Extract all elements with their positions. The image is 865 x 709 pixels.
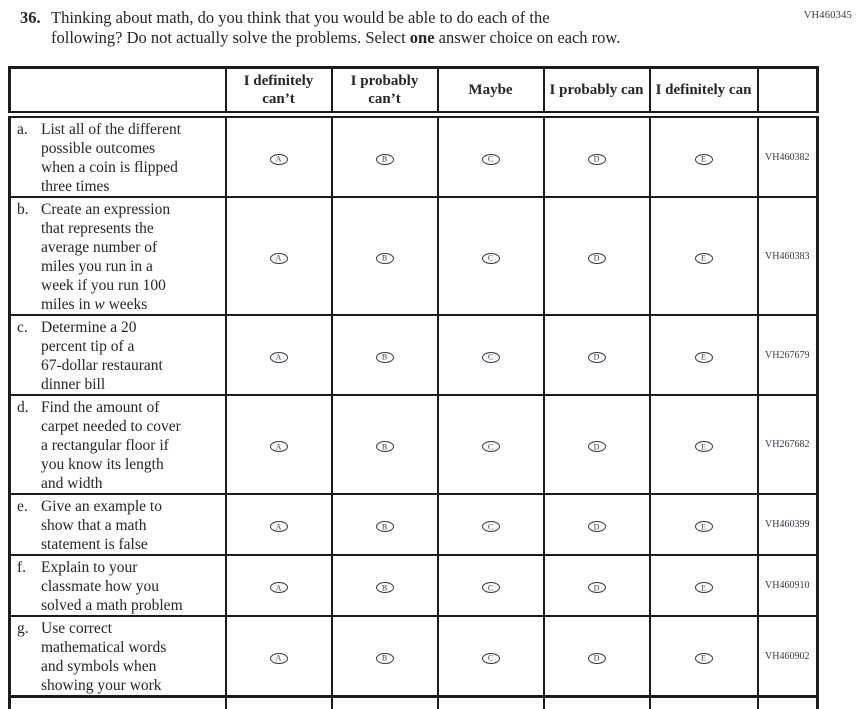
bubble-letter: D [593,442,600,451]
answer-bubble-d[interactable] [588,253,606,264]
answer-bubble-e[interactable] [695,253,713,264]
answer-cell [332,494,438,555]
row-text: Determine a 20 percent tip of a 67-dollar restaurant dinner bill [41,319,163,393]
column-header-definitely-can: I definitely can [650,68,758,115]
item-code: VH267679 [758,315,818,395]
row-question-cell [10,197,226,315]
row-label: b. [17,201,29,218]
row-label: e. [17,498,28,515]
bubble-letter: C [487,442,494,451]
answer-bubble-a[interactable] [270,653,288,664]
answer-bubble-c[interactable] [482,154,500,165]
answer-cell [226,494,332,555]
bubble-letter: D [593,522,600,531]
table-row-e [10,494,818,555]
bubble-letter: A [275,583,282,592]
bubble-letter: D [593,352,600,362]
row-text: Find the amount of carpet needed to cover a rectangular floor if you know its length and width [41,399,181,492]
answer-bubble-c[interactable] [482,653,500,664]
bubble-letter: A [275,522,282,531]
answer-cell [650,555,758,616]
bubble-letter: E [701,653,706,663]
answer-cell [650,616,758,697]
answer-bubble-e[interactable] [695,582,713,593]
bubble-letter: E [701,583,706,592]
answer-cell [544,315,650,395]
answer-cell [438,555,544,616]
row-label: c. [17,319,28,336]
answer-cell [226,395,332,494]
answer-bubble-e[interactable] [695,521,713,532]
answer-cell [226,197,332,315]
answer-bubble-d[interactable] [588,582,606,593]
answer-cell [544,494,650,555]
answer-cell [438,395,544,494]
answer-cell [332,616,438,697]
answer-bubble-c[interactable] [482,441,500,452]
emphasis-one: one [409,27,435,47]
row-question-cell [10,616,226,697]
question-number: 36. [20,8,41,27]
row-text: Give an example to show that a math statement is false [41,498,162,553]
answer-bubble-c[interactable] [482,352,500,363]
answer-cell [226,555,332,616]
answer-cell [650,494,758,555]
bubble-letter: B [381,154,388,164]
survey-table [8,66,819,709]
question-line-1: Thinking about math, do you think that you would be able to do each of the [51,8,550,27]
bubble-letter: A [275,442,282,451]
survey-page [0,8,865,700]
bubble-letter: A [275,352,282,362]
answer-bubble-b[interactable] [376,352,394,363]
row-label: a. [17,121,28,138]
bubble-letter: B [381,522,388,531]
row-question-cell [10,494,226,555]
answer-cell [332,395,438,494]
answer-bubble-a[interactable] [270,352,288,363]
answer-cell [438,315,544,395]
table-row-f [10,555,818,616]
answer-bubble-d[interactable] [588,521,606,532]
question-line-2: following? Do not actually solve the problems. Select one answer choice on each row. [51,27,621,47]
table-row-c [10,315,818,395]
bubble-letter: B [381,253,388,263]
answer-bubble-a[interactable] [270,582,288,593]
answer-bubble-c[interactable] [482,253,500,264]
question-stem [20,8,865,47]
answer-cell [544,115,650,198]
bubble-letter: C [487,522,494,531]
bubble-letter: C [487,352,494,362]
column-header-definitely-cant: I definitely can’t [226,68,332,115]
answer-bubble-b[interactable] [376,653,394,664]
answer-bubble-d[interactable] [588,441,606,452]
answer-cell [544,197,650,315]
bubble-letter: A [275,653,282,663]
row-text: Explain to your classmate how you solved a math problem [41,559,183,614]
bubble-letter: B [381,653,388,663]
answer-cell [544,616,650,697]
answer-cell [650,315,758,395]
bubble-letter: A [275,253,282,263]
answer-cell [438,197,544,315]
answer-bubble-e[interactable] [695,352,713,363]
row-label: f. [17,559,27,576]
answer-bubble-b[interactable] [376,154,394,165]
item-code: VH460383 [758,197,818,315]
bubble-letter: C [487,154,494,164]
item-code: VH460910 [758,555,818,616]
row-question-cell [10,115,226,198]
answer-bubble-e[interactable] [695,154,713,165]
item-code: VH267682 [758,395,818,494]
answer-bubble-b[interactable] [376,253,394,264]
answer-cell [438,494,544,555]
row-text: Create an expression that represents the average number of miles you run in a week if you run 100 miles in w weeks [41,201,171,313]
answer-bubble-c[interactable] [482,521,500,532]
bubble-letter: E [701,442,706,451]
bubble-letter: D [593,154,600,164]
answer-cell [332,197,438,315]
answer-cell [226,115,332,198]
answer-bubble-c[interactable] [482,582,500,593]
answer-cell [438,616,544,697]
table-row-g [10,616,818,697]
bubble-letter: D [593,253,600,263]
row-text: List all of the different possible outcomes when a coin is flipped three times [41,121,182,195]
question-text [51,8,620,47]
header-code-cell [758,68,818,115]
bubble-letter: E [701,352,706,362]
bubble-letter: E [701,154,706,164]
bubble-letter: C [487,653,494,663]
bubble-letter: B [381,352,388,362]
answer-cell [226,315,332,395]
row-label: g. [17,620,29,637]
bubble-letter: C [487,253,494,263]
column-header-probably-cant: I probably can’t [332,68,438,115]
answer-cell [650,115,758,198]
bubble-letter: E [701,522,706,531]
answer-cell [332,115,438,198]
table-row-a [10,115,818,198]
item-code: VH460902 [758,616,818,697]
cutoff-row [10,697,818,709]
answer-bubble-d[interactable] [588,352,606,363]
header-row [10,68,818,115]
answer-bubble-a[interactable] [270,521,288,532]
bubble-letter: D [593,583,600,592]
answer-bubble-b[interactable] [376,521,394,532]
bubble-letter: E [701,253,706,263]
answer-bubble-e[interactable] [695,653,713,664]
page-accession-code: VH460345 [803,10,852,21]
answer-bubble-a[interactable] [270,253,288,264]
column-header-maybe: Maybe [438,68,544,115]
answer-cell [226,616,332,697]
item-code: VH460399 [758,494,818,555]
answer-bubble-a[interactable] [270,441,288,452]
table-row-d [10,395,818,494]
answer-cell [650,395,758,494]
answer-cell [332,555,438,616]
bubble-letter: A [275,154,282,164]
answer-cell [650,197,758,315]
bubble-letter: D [593,653,600,663]
row-question-cell [10,555,226,616]
answer-cell [332,315,438,395]
header-empty-cell [10,68,226,115]
row-question-cell [10,395,226,494]
row-question-cell [10,315,226,395]
bubble-letter: C [487,583,494,592]
answer-bubble-d[interactable] [588,154,606,165]
answer-bubble-e[interactable] [695,441,713,452]
row-label: d. [17,399,29,416]
answer-bubble-b[interactable] [376,582,394,593]
answer-bubble-d[interactable] [588,653,606,664]
item-code: VH460382 [758,115,818,198]
answer-cell [438,115,544,198]
variable-w: w [94,296,105,313]
answer-cell [544,555,650,616]
answer-cell [544,395,650,494]
column-header-probably-can: I probably can [544,68,650,115]
row-text: Use correct mathematical words and symbols when showing your work [41,620,167,694]
answer-bubble-a[interactable] [270,154,288,165]
bubble-letter: B [381,583,388,592]
table-row-b [10,197,818,315]
bubble-letter: B [381,442,388,451]
answer-bubble-b[interactable] [376,441,394,452]
